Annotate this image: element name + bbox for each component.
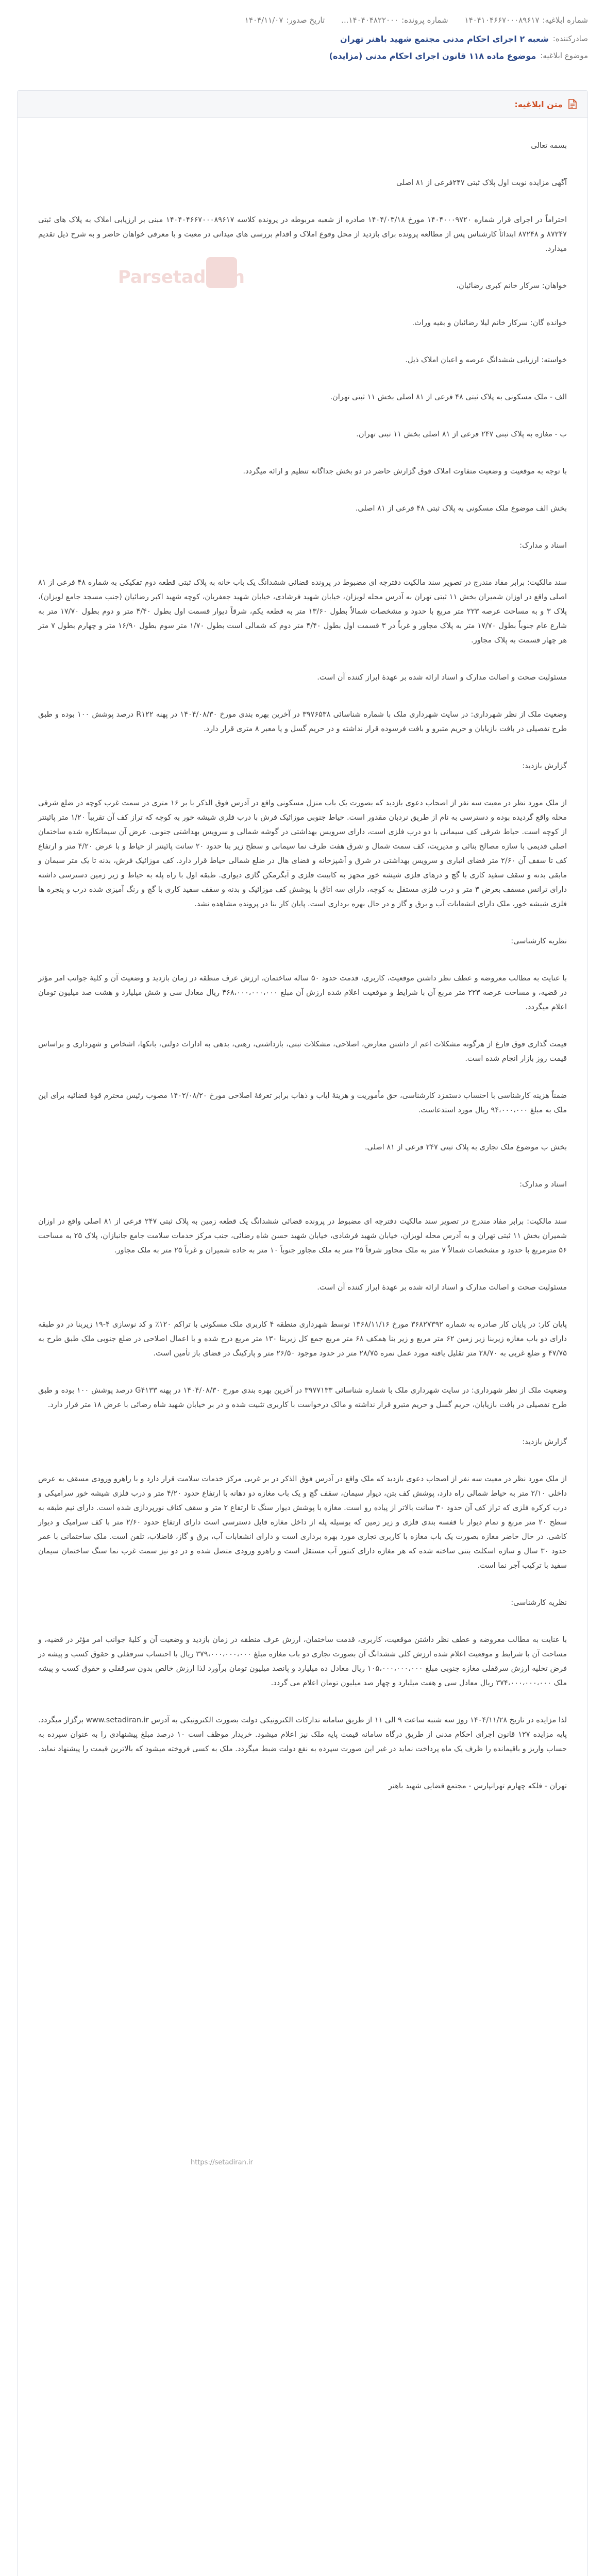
notice-paragraph: نظریه کارشناسی: xyxy=(511,937,567,945)
notice-paragraph: گزارش بازدید: xyxy=(522,762,567,770)
case-number-label: شماره پرونده: xyxy=(401,15,448,25)
notice-paragraph: ب - مغازه به پلاک ثبتی ۲۴۷ فرعی از ۸۱ اصلی بخش ۱۱ ثبتی تهران. xyxy=(356,430,567,438)
notice-paragraph: اسناد و مدارک: xyxy=(519,1180,567,1189)
notice-paragraph: خواهان: سرکار خانم کبری رضائیان، xyxy=(456,282,567,290)
site-watermark: https://setadiran.ir xyxy=(191,2159,253,2166)
notice-card-title: متن ابلاغیه: xyxy=(514,99,563,109)
issuer-label: صادرکننده: xyxy=(552,34,588,43)
notice-paragraph: مسئولیت صحت و اصالت مدارک و اسناد ارائه شده بر عهدۀ ابراز کننده آن است. xyxy=(317,1283,567,1292)
notice-paragraph: الف - ملک مسکونی به پلاک ثبتی ۴۸ فرعی از ۸۱ اصلی بخش ۱۱ ثبتی تهران. xyxy=(330,393,567,401)
notice-number xyxy=(465,15,588,25)
notice-number-value: ۱۴۰۴۱۰۴۶۶۷۰۰۰۸۹۶۱۷ xyxy=(464,15,540,25)
notice-paragraph: بخش ب موضوع ملک تجاری به پلاک ثبتی ۲۴۷ فرعی از ۸۱ اصلی. xyxy=(364,1143,567,1151)
notice-paragraph: وضعیت ملک از نظر شهرداری: در سایت شهرداری ملک با شماره شناسائی ۳۹۷۶۵۳۸ در آخرین بهره بندی مورخ ۱۴۰۴/۰۸/۳۰ در پهنه R۱۲۲ درصد پوشش ۱۰۰ بوده و طبق طرح تفصیلی در بافت بازیابان و حریم متبرو و بافت فرسوده قرار نداشته و در حریم گسل و یا معبر ۸ متری قرار دارد. xyxy=(38,710,567,733)
notice-paragraph: گزارش بازدید: xyxy=(522,1438,567,1446)
notice-paragraph: با عنایت به مطالب معروضه و عطف نظر داشتن موقعیت، کاربری، قدمت ساختمان، ارزش عرف منطقه در زمان بازدید و وضعیت آن و کلیۀ جوانب امر مؤثر در قضیه، و مساحت آن با شرایط و موقعیت اعلام شده ارزش کلی ششدانگ آن بصورت تجاری دو باب مغازه مبلغ ۳۷۹،۰۰۰،۰۰۰،۰۰۰ ریال با احتساب سرقفلی و حقوق کسب و پیشه در فرض تخلیه ارزش سرقفلی مغازه جنوبی مبلغ ۱۰۵،۰۰۰،۰۰۰،۰۰۰ ریال معادل ده میلیارد و پانصد میلیون تومان برآورد لذا ارزش خالص بدون سرقفلی و حقوق کسب و پیشه ملک ۳۷۴،۰۰۰،۰۰۰،۰۰۰ ریال معادل سی و هفت میلیارد و چهار صد میلیون تومان اعلام می گردد. xyxy=(38,1636,567,1687)
notice-paragraph: وضعیت ملک از نظر شهرداری: در سایت شهرداری ملک با شماره شناسائی ۳۹۷۷۱۳۳ در آخرین بهره بندی مورخ ۱۴۰۴/۰۸/۳۰ در پهنه G۴۱۳۳ درصد پوشش ۱۰۰ بوده و طبق طرح تفصیلی در بافت بازیابان، حریم گسل و حریم متبرو قرار نداشته و مالک درخواست با کاربری تثبیت شده و در بر خیابان شهید شاه رضائی با عرض ۱۸ متر قرار دارد. xyxy=(38,1386,567,1409)
notice-paragraph: اسناد و مدارک: xyxy=(519,541,567,550)
subject-value: موضوع ماده ۱۱۸ قانون اجرای احکام مدنی (مزایده) xyxy=(329,51,536,61)
case-number xyxy=(341,15,448,25)
notice-paragraph: تهران - فلکه چهارم تهرانپارس - مجتمع قضایی شهید باهنر xyxy=(388,1782,567,1790)
notice-paragraph: سند مالکیت: برابر مفاد مندرج در تصویر سند مالکیت دفترچه ای مضبوط در پرونده قضائی ششدانگ یک باب خانه به پلاک ثبتی قطعه دوم تفکیکی به شماره ۴۸ فرعی از ۸۱ اصلی واقع در اوزان شمیران بخش ۱۱ ثبتی تهران به آدرس محله لویزان، خیابان شهید فرشادی، خیابان شهید جعفریان، کوچه شهید اکبر رضائیان (جنب مسجد جامع لویزان)، پلاک ۳ و به مساحت عرصه ۲۲۳ متر مربع با حدود و مشخصات شمالاً بطول ۱۳/۶۰ متر به قطعه یکم، شرقاً دیوار قسمت اول بطول ۴/۴۰ متر و دوم بطول ۱۷/۷۰ متر به شارع عام جنوباً بطول ۱۷/۷۰ متر به پلاک مجاور و غرباً در ۳ قسمت اول بطول ۴/۴۰ متر دوم که شمالی است بطول ۱/۷۰ متر سوم بطول ۱۶/۹۰ متر و چهارم بطول ۷ متر هر چهار قسمت به پلاک مجاور. xyxy=(38,579,567,645)
issuer-line xyxy=(17,34,588,44)
issue-date-label: تاریخ صدور: xyxy=(286,15,325,25)
notice-paragraph: لذا مزایده در تاریخ ۱۴۰۴/۱۱/۲۸ روز سه شنبه ساعت ۹ الی ۱۱ از طریق سامانه تدارکات الکترونیکی دولت بصورت الکترونیکی به آدرس www.setadiran.ir برگزار میگردد. پایه مزایده ۱۲۷ قانون اجرای احکام مدنی از طریق درگاه سامانه قیمت پایه ملک نیز اعلام میشود. خریدار موظف است ۱۰ درصد مبلغ پیشنهادی را به عنوان سپرده به حساب واریز و باقیمانده را ظرف یک ماه پرداخت نماید در غیر این صورت سپرده به نفع دولت ضبط میگردد. ملک به کسی فروخته میشود که بالاترین قیمت را پیشنهاد نماید. xyxy=(38,1716,567,1753)
notice-paragraph: ضمناً هزینه کارشناسی با احتساب دستمزد کارشناسی، حق مأموریت و هزینۀ ایاب و ذهاب برابر تعرفۀ اصلاحی مورخ ۱۴۰۲/۰۸/۲۰ مصوب رئیس محترم قوۀ قضائیه برای این ملک به مبلغ ۹۴،۰۰۰،۰۰۰ ریال مورد استدعاست. xyxy=(38,1092,567,1114)
notice-number-label: شماره ابلاغیه: xyxy=(542,15,588,25)
notice-paragraphs xyxy=(38,139,567,1793)
notice-paragraph: خواسته: ارزیابی ششدانگ عرصه و اعیان املاک ذیل. xyxy=(405,356,567,364)
notice-body xyxy=(18,118,587,1837)
notice-paragraph: سند مالکیت: برابر مفاد مندرج در تصویر سند مالکیت دفترچه ای مضبوط در پرونده قضائی ششدانگ یک قطعه زمین به پلاک ثبتی ۲۴۷ فرعی از ۸۱ اصلی واقع در اوزان شمیران بخش ۱۱ ثبتی تهران و به آدرس محله لویزان، خیابان شهید فرشادی، خیابان شهید حسن شاه رضائی، جنب مرکز خدمات سلامت جامع جانبازان، پلاک ۲۵ به مساحت ۵۶ مترمربع با حدود و مشخصات شمالاً ۷ متر به ملک مجاور شرقاً ۲۵ متر به ملک مجاور جنوباً ۱۰ متر به جاده شمیران و غرباً ۲۵ متر به ملک مجاور. xyxy=(38,1217,567,1255)
notice-paragraph: بسمه تعالی xyxy=(531,142,567,150)
notice-paragraph: با عنایت به مطالب معروضه و عطف نظر داشتن موقعیت، کاربری، قدمت حدود ۵۰ ساله ساختمان، ارزش عرف منطقه در زمان بازدید و وضعیت آن و کلیۀ جوانب امر مؤثر در قضیه، و مساحت عرصه ۲۲۳ متر مربع آن با شرایط و موقعیت اعلام شده ارزش آن مبلغ ۴۶۸،۰۰۰،۰۰۰،۰۰۰ ریال معادل سی و شش میلیارد و هشت صد میلیون تومان اعلام میگردد. xyxy=(38,974,567,1011)
notice-paragraph: مسئولیت صحت و اصالت مدارک و اسناد ارائه شده بر عهدۀ ابراز کننده آن است. xyxy=(317,673,567,682)
meta-row xyxy=(17,15,588,25)
notice-paragraph: بخش الف موضوع ملک مسکونی به پلاک ثبتی ۴۸ فرعی از ۸۱ اصلی. xyxy=(355,504,567,513)
notice-header xyxy=(17,15,588,77)
notice-paragraph: با توجه به موقعیت و وضعیت متفاوت املاک فوق گزارش حاضر در دو بخش جداگانه تنظیم و ارائه میگردد. xyxy=(243,467,567,476)
notice-paragraph: پایان کار: در پایان کار صادره به شماره ۳۶۸۲۷۳۹۲ مورخ ۱۳۶۸/۱۱/۱۶ توسط شهرداری منطقه ۴ کاربری ملک مسکونی با تراکم ۱۲۰٪ و کد نوسازی ۴-۱۹ زیربنا در دو طبقه دارای دو باب مغازه زیربنا زیر زمین ۶۲ متر مربع و زیر بنا همکف ۶۸ متر مربع جمع کل زیربنا ۱۳۰ متر مربع درج شده و با اعمال اصلاحی در ضلع جنوبی ملک طبق طرح به ۴۷/۷۵ و ضلع غربی به ۲۸/۷۰ متر تقلیل یافته مورد عمل نمره ۲۸/۷۵ متر در حدود موجود ۲۶/۵۰ متر و پارکینگ در فضای باز تأمین است. xyxy=(38,1320,567,1358)
watermark-text: Parsetadiran xyxy=(117,267,245,287)
issue-date-value: ۱۴۰۴/۱۱/۰۷ xyxy=(244,15,283,25)
subject-line xyxy=(17,51,588,61)
notice-paragraph: از ملک مورد نظر در معیت سه نفر از اصحاب دعوی بازدید که ملک واقع در آدرس فوق الذکر در بر غربی مرکز خدمات سلامت قرار دارد و با راهرو ورودی مسقف به عرض داخلی ۲/۱۰ متر به حیاط شمالی راه دارد، پوشش کف بتن، دیوار سیمان، سقف گچ و یک باب مغازه دو دهانه با ارتفاع حدود ۴/۲۰ متر و درب فلزی شیشه خور سرامیکی و درب کرکره فلزی که تراز کف آن حدود ۳۰ سانت بالاتر از پیاده رو است. مغازه با پوشش دیوار سنگ تا ارتفاع ۲ متر و سقف کناف نورپردازی شده است. دارای نیم طبقه به سطح ۲۰ متر مربع و تمام دیوار با قفسه بندی فلزی و زیر زمین که بوسیله پله از داخل مغازه قابل دسترسی است دارای ارتفاع حدود ۲/۶۰ متر با کف سرامیک و دیوار کاشی. در حال حاضر مغازه بصورت یک باب مغازه با کاربری تجاری مورد بهره برداری است و دارای انشعابات آب، برق و گاز، فاضلاب، تلفن است. ملک ساختمانی با عمر حدود ۳۰ سال و سازه اسکلت بتنی ساخته شده که هر مغازه دارای کنتور آب مستقل است و راهرو ورودی متصل شده و در دو نیز سمت غرب نما سنگ ساختمان سیمان سفید با ترکیب آجر نما است. xyxy=(38,1475,567,1570)
case-number-value: ۱۴۰۴۰۴۸۲۲۰۰۰... xyxy=(341,15,399,25)
notice-paragraph: احتراماً در اجرای قرار شماره ۱۴۰۴۰۰۰۹۷۲۰ مورخ ۱۴۰۴/۰۳/۱۸ صادره از شعبه مربوطه در پرونده کلاسه ۱۴۰۴۰۴۶۶۷۰۰۰۸۹۶۱۷ مبنی بر ارزیابی املاک به پلاک های ثبتی ۸۷۲۴۷ و ۸۷۲۴۸ ابتدائاً کارشناس پس از مطالعه پرونده برای بازدید از محل وقوع املاک و اقدام بررسی های میدانی در معیت و با معرفی خواهان حاضر و به شرح ذیل تقدیم میدارد. xyxy=(38,216,567,253)
issuer-value: شعبه ۲ اجرای احکام مدنی مجتمع شهید باهنر تهران xyxy=(340,34,549,44)
notice-card xyxy=(17,90,588,2576)
notice-paragraph: نظریه کارشناسی: xyxy=(511,1599,567,1607)
notice-paragraph: از ملک مورد نظر در معیت سه نفر از اصحاب دعوی بازدید که بصورت یک باب منزل مسکونی واقع در آدرس فوق الذکر با بر ۱۶ متری در سمت غرب کوچه در ضلع شرقی محله واقع گردیده بوده و دسترسی به نام از طریق نردبان مقدور است. حیاط جنوبی موزائیک فرش با درب فلزی شیشه خور به کوچه که تراز کف آن تقریباً ۱/۲۰ متر پائینتر از کوچه است. حیاط شرقی کف سیمانی با دو درب فلزی است، دارای سرویس بهداشتی در گوشه شمالی و سرویس بهداشتی جنوبی. عرض آن سیمانکاره شده ساختمان اصلی قدیمی با سازه مصالح بنائی و مدیریت، کف سمت شمال و شرق هفت طرف نما سیمانی و سطح زیر بنا حدود ۲۰ سانت پائینتر از حیاط و با عرض ۴/۲۰ متر و ارتفاع کف تا سقف آن ۲/۶۰ متر فضای انباری و سرویس بهداشتی در شرق و آشپزخانه و فضای هال در ضلع شمالی حیاط قرار دارد. کف موزائیک فرش، بدنه تا یک متر سیمان و مابقی بدنه و سقف سفید کاری با گچ و درهای فلزی شیشه خور مجهز به کابینت فلزی و آبگرمکن گازی دیواری. طبقه اول با راه پله به حیاط و زیر زمین دسترسی داشته دارای ترانس مسقف بعرض ۳ متر و درب فلزی مستقل به کوچه، دارای سه اتاق با پوشش کف موزائیک و بدنه و سقف سفید کاری با گچ و رنگ آمیزی شده درب و پنجره ها فلزی شیشه خور، ملک دارای انشعابات آب و برق و گاز و در حال بهره برداری است. پایان کار بنا در پرونده مشاهده نشد. xyxy=(38,799,567,908)
notice-paragraph: آگهی مزایده نوبت اول پلاک ثبتی ۲۴۷فرعی از ۸۱ اصلی xyxy=(396,179,567,187)
notice-card-header xyxy=(18,91,587,118)
document-icon xyxy=(567,98,578,110)
issue-date xyxy=(245,15,325,25)
notice-paragraph: خوانده گان: سرکار خانم لیلا رضائیان و بقیه وراث. xyxy=(412,319,567,327)
notice-paragraph: قیمت گذاری فوق فارغ از هرگونه مشکلات اعم از داشتن معارض، اصلاحی، مشکلات ثبتی، بازداشتی، رهنی، بدهی به ادارات دولتی، بانکها، اشخاص و شهرداری و براساس قیمت روز بازار انجام شده است. xyxy=(38,1040,567,1063)
subject-label: موضوع ابلاغیه: xyxy=(540,51,588,60)
